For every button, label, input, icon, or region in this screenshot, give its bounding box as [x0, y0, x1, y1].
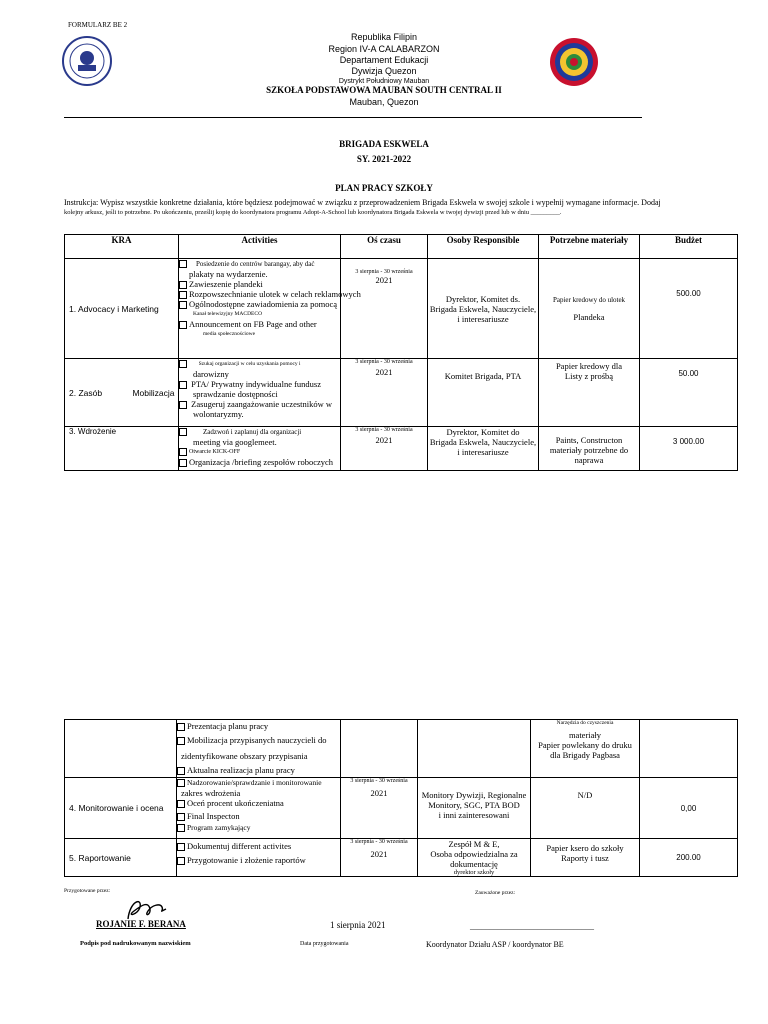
- kra-cell: 1. Advocacy i Marketing: [65, 259, 179, 359]
- activity-text: Otwarcie KICK-OFF: [189, 449, 241, 455]
- work-plan-table-continued: [64, 719, 738, 877]
- materials-text: Plandeka: [573, 311, 605, 322]
- table-row: [65, 720, 738, 778]
- materials-text: Paints, Constructon: [555, 435, 623, 445]
- activities-cell: [179, 427, 341, 471]
- materials-text: Papier ksero do szkoły: [546, 843, 624, 853]
- header-line-1: Republika Filipin: [350, 32, 418, 42]
- persons-text: dyrektor szkoły: [453, 869, 495, 876]
- timeline-range: 3 sierpnia - 30 września: [355, 359, 413, 365]
- activity-text: Nadzorowanie/sprawdzanie i monitorowanie: [187, 778, 322, 787]
- activity-text: PTA/ Prywatny indywidualne fundusz: [191, 379, 321, 389]
- activities-cell: [179, 359, 341, 427]
- table-row: [65, 778, 738, 839]
- materials-text: materiały: [568, 730, 602, 740]
- budget-cell: 50.00: [640, 359, 738, 427]
- materials-cell: [531, 720, 640, 778]
- persons-text: i inni zainteresowani: [438, 810, 510, 820]
- checkbox-icon: [177, 723, 185, 731]
- persons-cell: [418, 839, 531, 877]
- checkbox-icon: [179, 321, 187, 329]
- plan-title: PLAN PRACY SZKOŁY: [335, 183, 433, 193]
- checkbox-icon: [179, 448, 187, 456]
- materials-text: Raporty i tusz: [561, 853, 609, 863]
- work-plan-table: [64, 234, 738, 471]
- kra-text: Mobilizacja: [132, 387, 175, 398]
- checkbox-icon: [177, 779, 185, 787]
- coordinator-caption: Koordynator Działu ASP / koordynator BE: [426, 940, 564, 949]
- activity-text: Announcement on FB Page and other: [189, 319, 317, 330]
- activity-text: Mobilizacja przypisanych nauczycieli do: [187, 735, 327, 746]
- persons-cell: [428, 359, 539, 427]
- col-header-timeline: Oś czasu: [341, 235, 428, 259]
- timeline-range: 3 sierpnia - 30 września: [350, 839, 408, 845]
- persons-text: Brigada Eskwela, Nauczyciele,: [429, 437, 537, 447]
- activity-text: meeting via googlemeet.: [193, 437, 277, 447]
- activity-text: Aktualna realizacja planu pracy: [187, 765, 295, 776]
- activity-text: Przygotowanie i złożenie raportów: [187, 855, 306, 866]
- kra-cell: 4. Monitorowanie i ocena: [65, 778, 177, 839]
- materials-text: materiały potrzebne do: [549, 445, 629, 455]
- materials-text: Listy z prośbą: [564, 371, 614, 381]
- activities-cell: [177, 720, 341, 778]
- table-header-row: [65, 235, 738, 259]
- header-line-3: Departament Edukacji: [339, 55, 429, 65]
- timeline-year: 2021: [375, 367, 393, 377]
- timeline-range: 3 sierpnia - 30 września: [355, 269, 413, 275]
- prepared-date: 1 sierpnia 2021: [330, 920, 386, 930]
- header-line-4: Dywizja Quezon: [351, 66, 417, 76]
- checkbox-icon: [179, 291, 187, 299]
- checkbox-icon: [177, 843, 185, 851]
- checkbox-icon: [179, 381, 187, 389]
- checkbox-icon: [177, 737, 185, 745]
- checkbox-icon: [177, 767, 185, 775]
- persons-text: i interesariusze: [457, 447, 509, 457]
- noted-by-label: Zauważone przez:: [475, 890, 516, 896]
- activity-text: Szukaj organizacji w celu uzyskania pomocy i: [198, 361, 301, 367]
- timeline-year: 2021: [375, 435, 393, 445]
- checkbox-icon: [179, 301, 187, 309]
- persons-text: Komitet Brigada, PTA: [444, 371, 522, 381]
- instructions-line-1: Instrukcja: Wypisz wszystkie konkretne działania, które będziesz podejmować w związku z przeprowadzeniem Brigada Eskwela w swojej szkole i wypełnij wymagane informacje. Dodaj: [64, 198, 661, 207]
- materials-text: naprawa: [574, 455, 604, 465]
- persons-text: Monitory Dywizji, Regionalne: [421, 790, 527, 800]
- col-header-kra: KRA: [65, 235, 179, 259]
- col-header-budget: Budżet: [640, 235, 738, 259]
- checkbox-icon: [177, 800, 185, 808]
- activity-text: Prezentacja planu pracy: [187, 721, 269, 731]
- activity-text: media społecznościowe: [203, 331, 256, 338]
- budget-cell: 500.00: [640, 259, 738, 359]
- timeline-cell: [341, 427, 428, 471]
- activity-text: Rozpowszechnianie ulotek w celach reklamowych: [189, 289, 361, 300]
- kra-cell: [65, 720, 177, 778]
- activity-text: zidentyfikowane obszary przypisania: [181, 751, 308, 762]
- activity-text: Zadzwoń i zaplanuj dla organizacji: [203, 428, 302, 436]
- budget-cell: [640, 720, 738, 778]
- budget-cell: 0,00: [640, 778, 738, 839]
- preparer-name: ROJANIE F. BERANA: [96, 919, 186, 929]
- instructions-line-2: kolejny arkusz, jeśli to potrzebne. Po ukończeniu, prześlij kopię do koordynatora programu Adopt-A-School lub koordynatora Brigada Eskwela w twojej dywizji przed lub w dniu _________.: [64, 209, 562, 216]
- materials-text: Papier kredowy dla: [555, 361, 623, 371]
- checkbox-icon: [179, 459, 187, 467]
- materials-cell: N/D: [531, 778, 640, 839]
- activity-text: plakaty na wydarzenie.: [189, 269, 268, 279]
- activity-text: Zawieszenie plandeki: [189, 279, 263, 289]
- timeline-cell: [341, 778, 418, 839]
- preparer-caption: Podpis pod nadrukowanym nazwiskiem: [80, 940, 191, 947]
- activity-text: zakres wdrożenia: [181, 788, 241, 798]
- table-row: [65, 259, 738, 359]
- persons-text: i interesariusze: [457, 313, 509, 324]
- activities-cell: [177, 778, 341, 839]
- checkbox-icon: [177, 857, 185, 865]
- budget-cell: 3 000.00: [640, 427, 738, 471]
- kra-cell: 5. Raportowanie: [65, 839, 177, 877]
- table-row: [65, 427, 738, 471]
- timeline-year: 2021: [370, 788, 388, 798]
- checkbox-icon: [177, 813, 185, 821]
- persons-cell: [428, 427, 539, 471]
- checkbox-icon: [179, 360, 187, 368]
- persons-text: Dyrektor, Komitet ds.: [445, 293, 521, 304]
- persons-cell: [428, 259, 539, 359]
- instructions: [64, 198, 736, 218]
- school-location: Mauban, Quezon: [349, 97, 419, 107]
- persons-text: Zespół M & E,: [448, 839, 500, 849]
- table-row: [65, 839, 738, 877]
- timeline-cell: [341, 839, 418, 877]
- materials-text: Narzędzia do czyszczenia: [556, 720, 614, 726]
- materials-cell: [539, 427, 640, 471]
- checkbox-icon: [179, 401, 187, 409]
- timeline-range: 3 sierpnia - 30 września: [350, 778, 408, 784]
- checkbox-icon: [177, 824, 185, 832]
- table-row: [65, 359, 738, 427]
- activity-text: Ogólnodostępne zawiadomienia za pomocą: [189, 299, 337, 310]
- activity-text: Posiedzenie do centrów barangay, aby dać: [196, 260, 315, 268]
- checkbox-icon: [179, 260, 187, 268]
- col-header-materials: Potrzebne materiały: [539, 235, 640, 259]
- timeline-year: 2021: [370, 849, 388, 859]
- school-year: SY. 2021-2022: [356, 154, 412, 164]
- activity-text: Dokumentuj different activites: [187, 841, 292, 851]
- activity-text: Program zamykający: [187, 823, 251, 833]
- header-line-5: Dystrykt Południowy Mauban: [338, 78, 430, 85]
- persons-text: Monitory, SGC, PTA BOD: [428, 800, 520, 810]
- activity-text: wolontaryzmy.: [193, 409, 244, 420]
- timeline-cell: [341, 359, 428, 427]
- materials-text: Papier powlekany do druku: [538, 740, 632, 750]
- persons-text: Dyrektor, Komitet do: [446, 427, 520, 437]
- activities-cell: [179, 259, 361, 359]
- checkbox-icon: [179, 428, 187, 436]
- col-header-activities: Activities: [179, 235, 341, 259]
- timeline-range: 3 sierpnia - 30 września: [355, 427, 413, 433]
- materials-text: Papier kredowy do ulotek: [552, 295, 626, 304]
- materials-cell: [531, 839, 640, 877]
- activity-text: darowizny: [193, 369, 229, 379]
- checkbox-icon: [179, 281, 187, 289]
- timeline-cell: [341, 720, 418, 778]
- activity-text: Organizacja /briefing zespołów roboczych: [189, 457, 334, 467]
- budget-cell: 200.00: [640, 839, 738, 877]
- program-title: BRIGADA ESKWELA: [339, 139, 429, 149]
- activities-cell: [177, 839, 341, 877]
- coordinator-signature-line: _______________________________: [470, 922, 594, 931]
- materials-text: dla Brigady Pagbasa: [550, 750, 620, 760]
- kra-text: 2. Zasób: [69, 387, 103, 398]
- activity-text: Final Inspecton: [187, 811, 240, 822]
- timeline-year: 2021: [375, 275, 393, 285]
- persons-cell: [418, 720, 531, 778]
- header-line-2: Region IV-A CALABARZON: [328, 44, 440, 54]
- activity-text: sprawdzanie dostępności: [193, 389, 278, 400]
- school-name: SZKOŁA PODSTAWOWA MAUBAN SOUTH CENTRAL II: [266, 85, 502, 95]
- materials-cell: [539, 359, 640, 427]
- col-header-persons: Osoby Responsible: [428, 235, 539, 259]
- date-caption: Data przygotowania: [300, 941, 349, 947]
- form-label: FORMULARZ BE 2: [68, 21, 128, 29]
- persons-cell: [418, 778, 531, 839]
- kra-cell: 3. Wdrożenie: [65, 427, 179, 471]
- persons-text: Osoba odpowiedzialna za dokumentację: [430, 849, 518, 869]
- prepared-by-label: Przygotowane przez:: [64, 888, 111, 894]
- activity-text: Zasugeruj zaangażowanie uczestników w: [191, 399, 333, 410]
- timeline-cell: [341, 259, 428, 359]
- activity-text: Oceń procent ukończeniatna: [187, 798, 284, 808]
- materials-cell: [539, 259, 640, 359]
- persons-text: Brigada Eskwela, Nauczyciele,: [429, 303, 537, 314]
- kra-cell: [65, 359, 179, 427]
- header-divider: [64, 117, 642, 118]
- activity-text: Kanał telewizyjny MACDECO: [193, 311, 263, 318]
